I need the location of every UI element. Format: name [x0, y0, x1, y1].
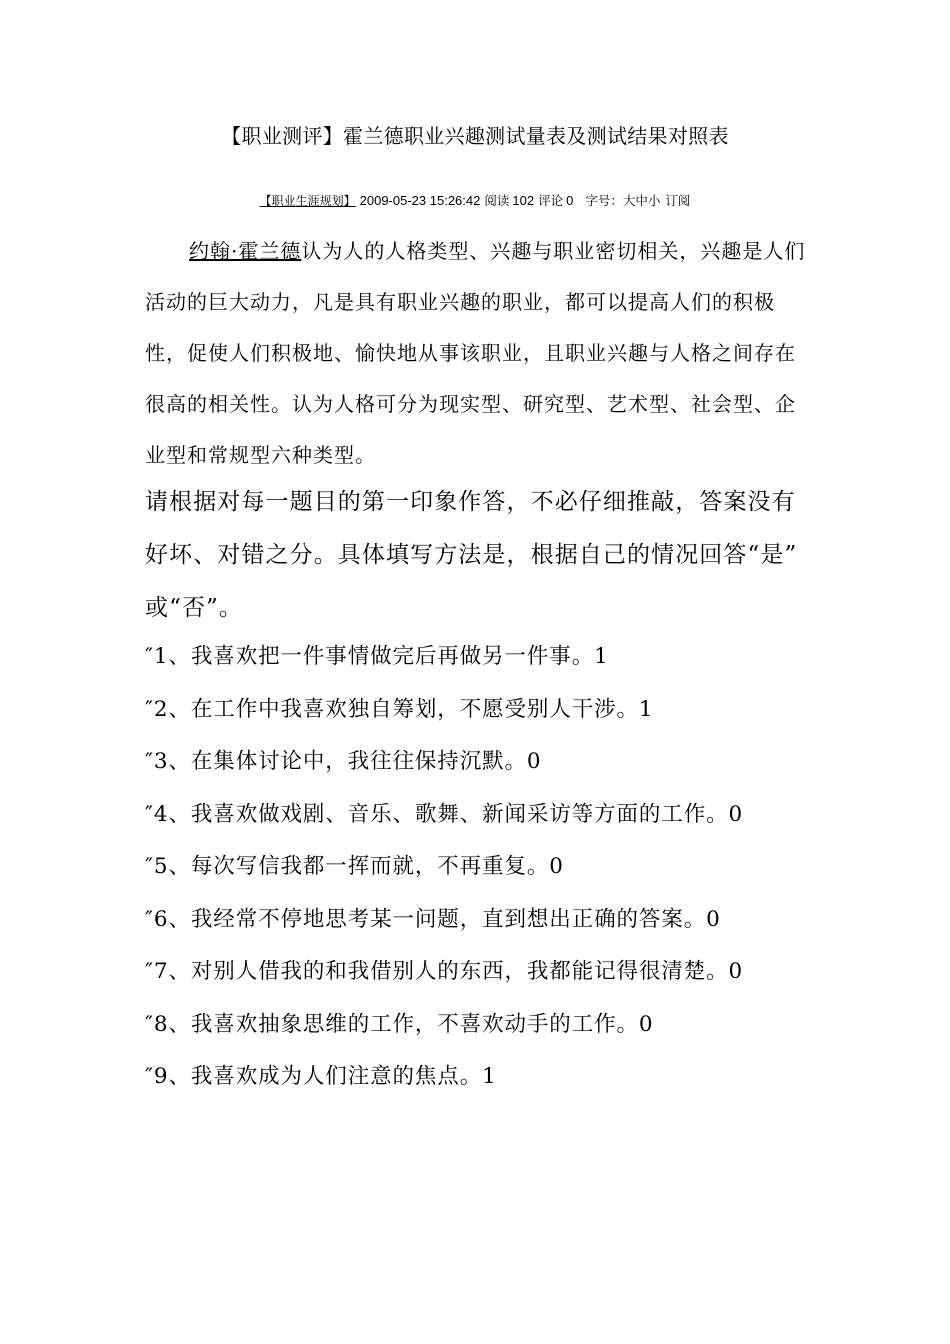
- font-size-options[interactable]: 字号：大中小: [585, 193, 661, 208]
- question-item: ″9、我喜欢成为人们注意的焦点。1: [145, 1064, 497, 1089]
- instruction-paragraph: 请根据对每一题目的第一印象作答，不必仔细推敲，答案没有好坏、对错之分。具体填写方法是，根据自己的情况回答“是” 或“否”。: [145, 489, 798, 621]
- question-item: ″2、在工作中我喜欢独自筹划，不愿受别人干涉。1: [145, 696, 654, 722]
- post-datetime: 2009-05-23 15:26:42: [359, 193, 481, 208]
- article-meta: [0, 192, 950, 210]
- question-item: ″1、我喜欢把一件事情做完后再做另一件事。1: [145, 644, 609, 669]
- question-item: ″3、在集体讨论中，我往往保持沉默。0: [145, 749, 542, 774]
- reads-count: 102: [512, 193, 535, 208]
- author-link[interactable]: 约翰·霍兰德: [189, 239, 302, 263]
- subscribe-link[interactable]: 订阅: [665, 193, 691, 208]
- comments-label: 评论: [538, 193, 564, 208]
- question-item: ″6、我经常不停地思考某一问题，直到想出正确的答案。0: [145, 906, 721, 932]
- question-item: ″7、对别人借我的和我借别人的东西，我都能记得很清楚。0: [145, 959, 744, 984]
- question-item: ″4、我喜欢做戏剧、音乐、歌舞、新闻采访等方面的工作。0: [145, 801, 744, 827]
- question-item: ″5、每次写信我都一挥而就，不再重复。0: [145, 854, 564, 879]
- comments-count: 0: [566, 193, 574, 208]
- article-title: 【职业测评】霍兰德职业兴趣测试量表及测试结果对照表: [221, 124, 729, 148]
- reads-label: 阅读: [484, 193, 510, 208]
- intro-paragraph: [145, 226, 815, 481]
- question-list: [145, 631, 815, 1104]
- category-link[interactable]: 【职业生涯规划】: [259, 194, 356, 208]
- question-item: ″8、我喜欢抽象思维的工作，不喜欢动手的工作。0: [145, 1011, 654, 1037]
- intro-text: 认为人的人格类型、兴趣与职业密切相关，兴趣是人们活动的巨大动力，凡是具有职业兴趣的职业，都可以提高人们的积极性，促使人们积极地、愉快地从事该职业，且职业兴趣与人格之间存在很高的相关性。认为人格可分为现实型、研究型、艺术型、社会型、企业型和常规型六种类型。: [145, 239, 806, 467]
